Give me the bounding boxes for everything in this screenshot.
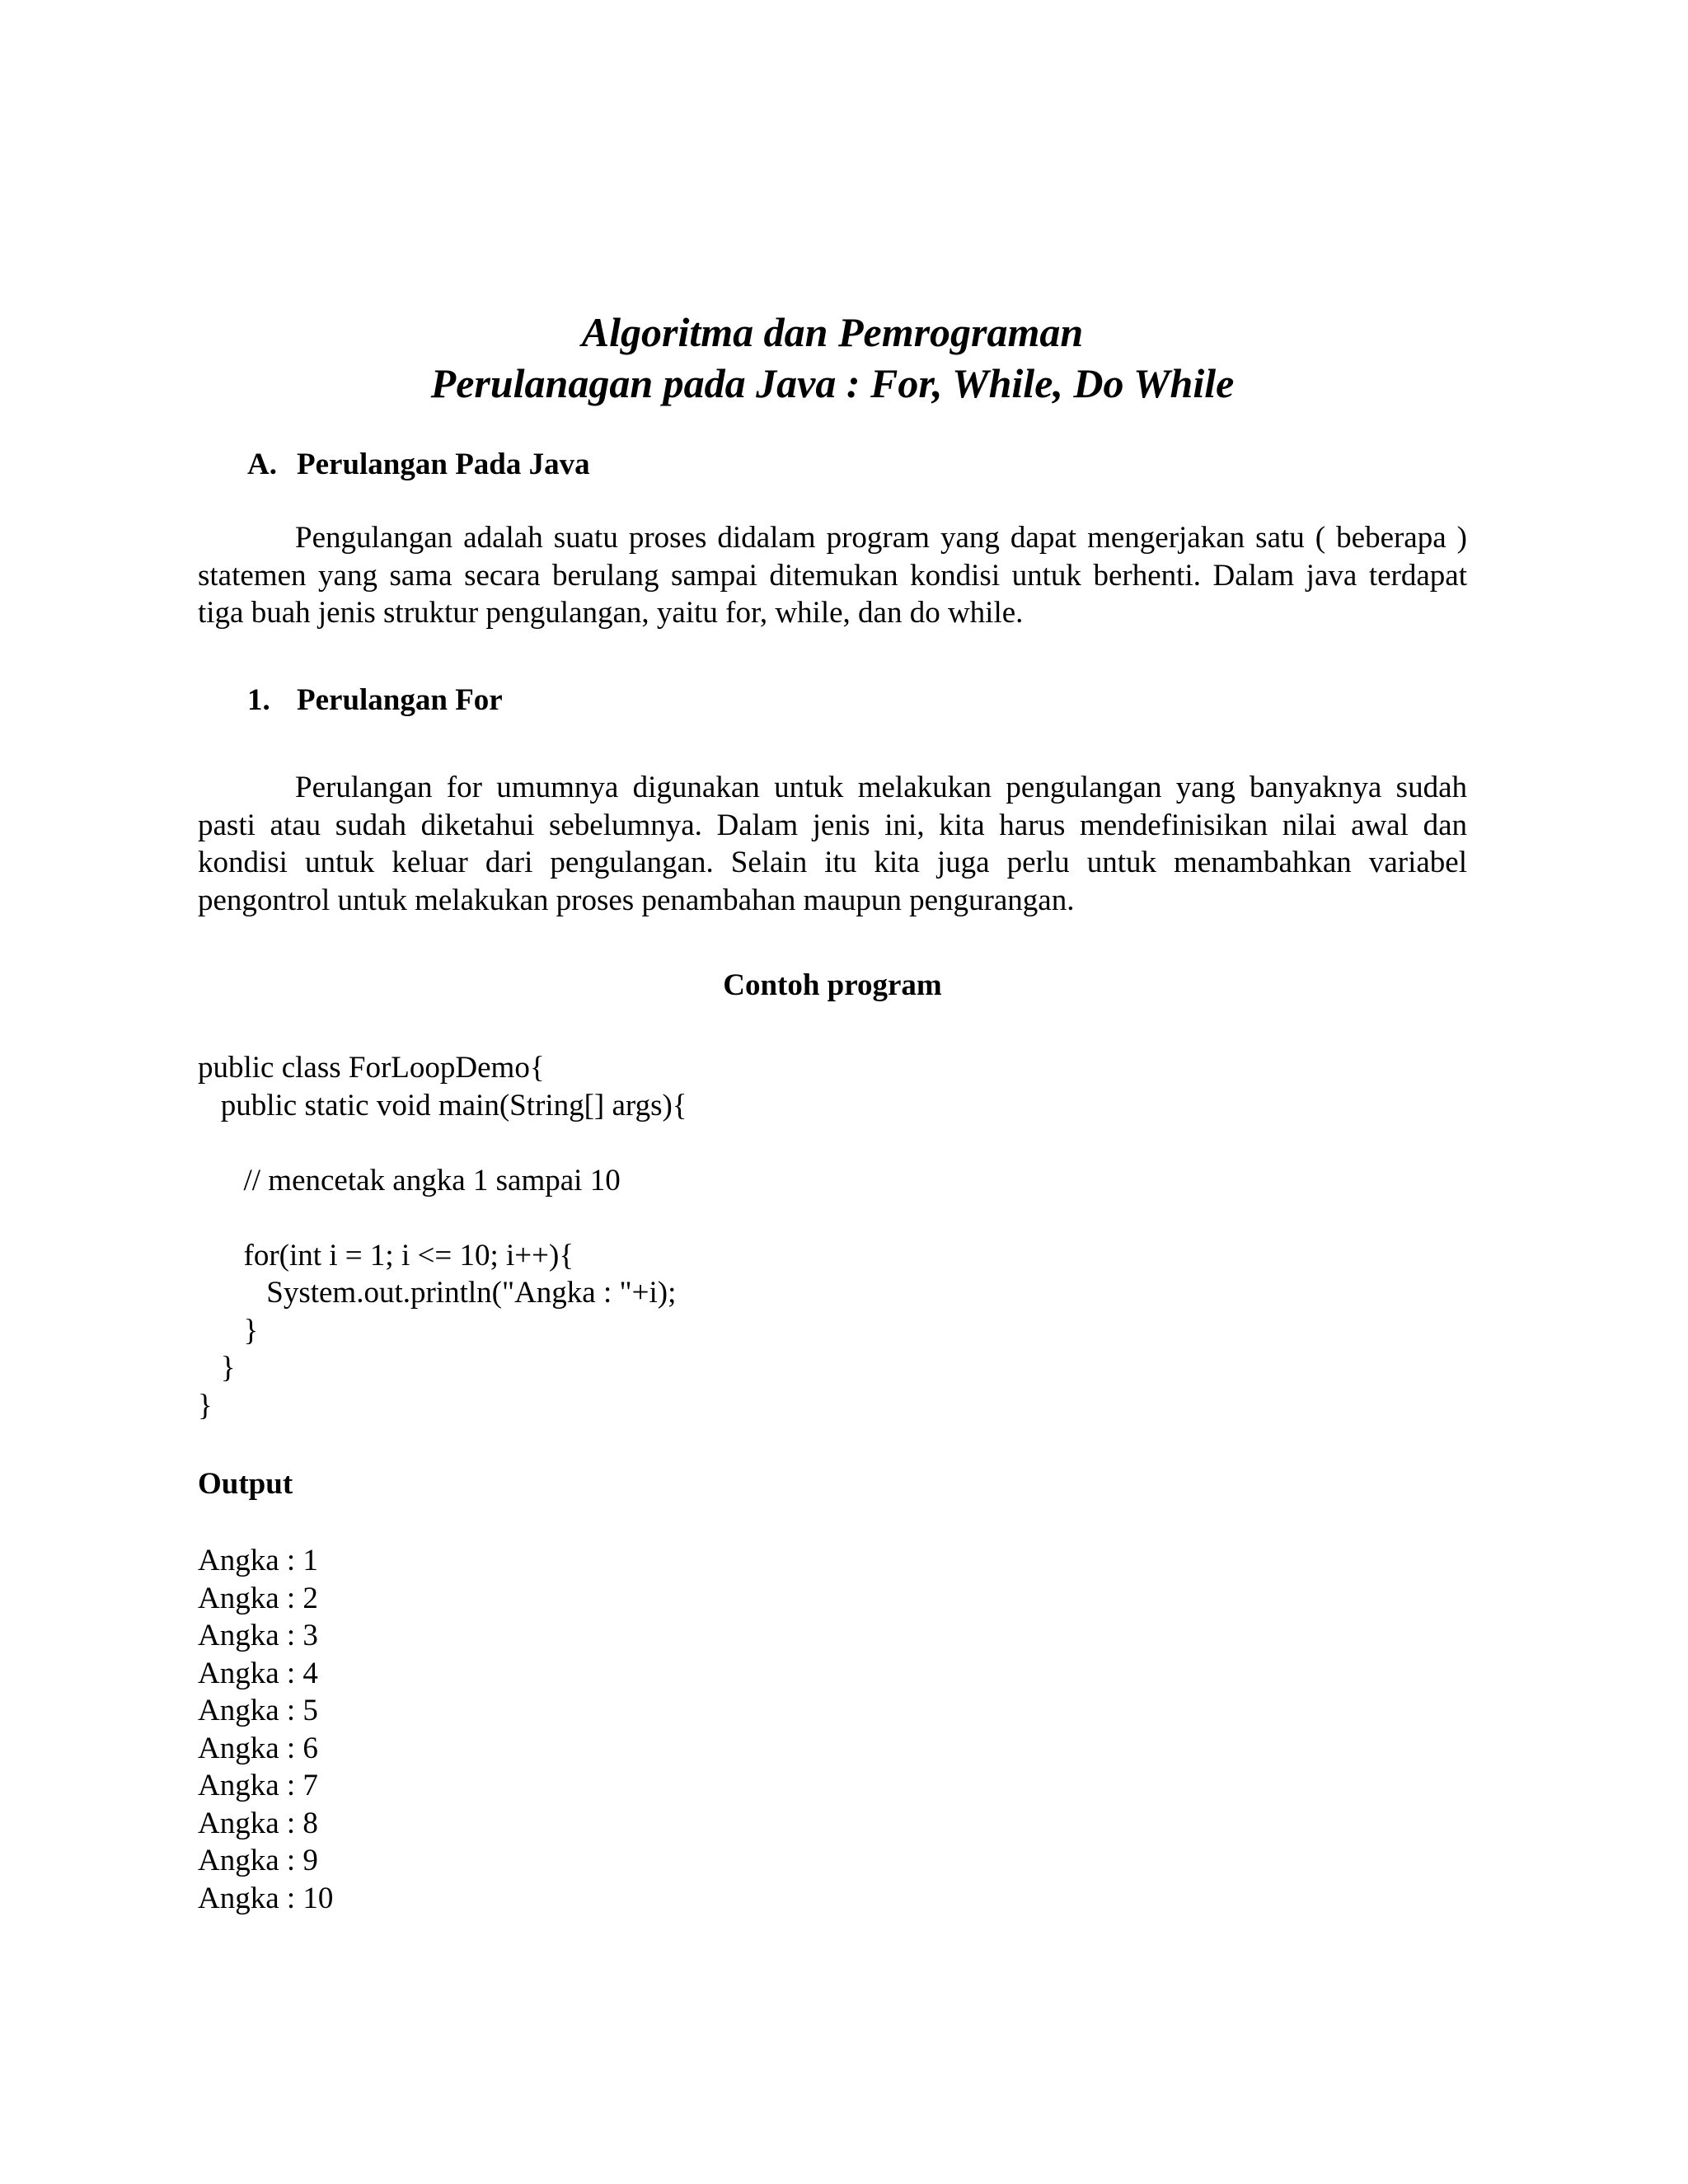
code-line: } xyxy=(198,1313,259,1347)
output-line: Angka : 3 xyxy=(198,1619,318,1652)
section-1-title: Perulangan For xyxy=(297,683,503,717)
output-label: Output xyxy=(198,1467,293,1501)
section-1-heading xyxy=(247,682,503,719)
code-line: // mencetak angka 1 sampai 10 xyxy=(198,1163,621,1197)
code-line: } xyxy=(198,1351,236,1385)
output-line: Angka : 7 xyxy=(198,1769,318,1802)
document-title: Algoritma dan Pemrograman xyxy=(581,309,1084,355)
code-line: public static void main(String[] args){ xyxy=(198,1088,687,1122)
section-a-paragraph: Pengulangan adalah suatu proses didalam program yang dapat mengerjakan satu ( beberapa ) statemen yang sama secara berulang sampai ditemukan kondisi untuk berhenti. Dalam java terdapat tiga buah jenis struktur pengulangan, yaitu for, while, dan do while. xyxy=(198,521,1467,630)
code-line xyxy=(198,1124,687,1162)
output-line: Angka : 5 xyxy=(198,1694,318,1727)
section-1-number: 1. xyxy=(247,683,270,717)
code-line: } xyxy=(198,1388,213,1422)
output-line: Angka : 10 xyxy=(198,1881,334,1915)
section-a-heading xyxy=(247,446,590,484)
section-1-paragraph: Perulangan for umumnya digunakan untuk melakukan pengulangan yang banyaknya sudah pasti atau sudah diketahui sebelumnya. Dalam jenis ini, kita harus mendefinisikan nilai awal dan kondisi untuk keluar dari pengulangan. Selain itu kita juga perlu untuk menambahkan variabel pengontrol untuk melakukan proses penambahan maupun pengurangan. xyxy=(198,771,1467,917)
code-block xyxy=(198,1049,687,1424)
document-page xyxy=(198,0,1467,2184)
document-subtitle: Perulanagan pada Java : For, While, Do While xyxy=(430,360,1235,406)
output-line: Angka : 4 xyxy=(198,1656,318,1690)
section-a-number: A. xyxy=(247,448,277,481)
output-line: Angka : 2 xyxy=(198,1581,318,1615)
code-line xyxy=(198,1199,687,1237)
output-line: Angka : 6 xyxy=(198,1731,318,1765)
output-line: Angka : 9 xyxy=(198,1844,318,1877)
example-heading: Contoh program xyxy=(723,968,942,1002)
output-line: Angka : 1 xyxy=(198,1544,318,1577)
code-line: for(int i = 1; i <= 10; i++){ xyxy=(198,1238,574,1272)
code-line: public class ForLoopDemo{ xyxy=(198,1051,545,1085)
code-line: System.out.println("Angka : "+i); xyxy=(198,1276,677,1310)
output-line: Angka : 8 xyxy=(198,1806,318,1840)
section-a-title: Perulangan Pada Java xyxy=(297,448,590,481)
output-list xyxy=(198,1542,333,1917)
